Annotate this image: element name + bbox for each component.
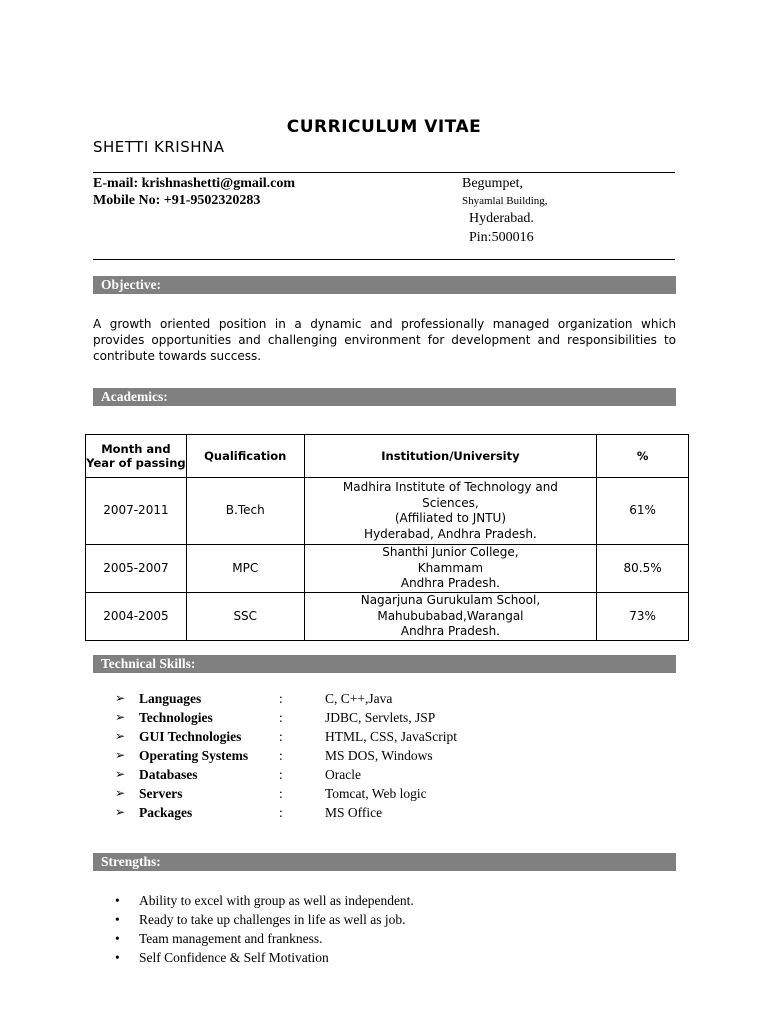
arrow-bullet-icon: ➢ — [115, 748, 126, 762]
bullet-icon: • — [115, 912, 120, 927]
section-header-technical-skills — [93, 655, 676, 673]
skill-key: GUI Technologies — [139, 729, 242, 744]
institution-line: Mahububabad,Warangal — [377, 608, 524, 623]
contact-email: E-mail: krishnashetti@gmail.com — [93, 176, 296, 191]
skill-key: Servers — [139, 786, 183, 801]
skill-value: HTML, CSS, JavaScript — [325, 729, 458, 744]
institution-line: Andhra Pradesh. — [400, 576, 500, 591]
table-row — [86, 478, 689, 545]
institution-line: Madhira Institute of Technology and — [342, 480, 558, 494]
institution-line: Shanthi Junior College, — [382, 545, 519, 560]
divider-bottom — [93, 259, 675, 260]
skill-key: Packages — [139, 805, 193, 820]
divider-top — [93, 172, 675, 173]
strength-text: Ready to take up challenges in life as well as job. — [139, 912, 406, 927]
column-header-institution: Institution/University — [304, 435, 596, 478]
skill-separator: : — [279, 767, 283, 782]
cell-year: 2004-2005 — [86, 593, 187, 641]
strength-text: Ability to excel with group as well as independent. — [139, 893, 414, 908]
skill-separator: : — [279, 786, 283, 801]
column-header-year: Month and Year of passing — [86, 435, 187, 478]
section-label: Strengths: — [101, 854, 161, 869]
table-row — [86, 593, 689, 641]
bullet-icon: • — [115, 931, 120, 946]
cell-institution — [304, 478, 596, 545]
contact-mobile: Mobile No: +91-9502320283 — [93, 193, 261, 208]
skill-separator: : — [279, 691, 283, 706]
institution-line: Sciences, — [422, 495, 479, 510]
address-line-3: Hyderabad. — [469, 211, 534, 226]
objective-text: A growth oriented position in a dynamic and professionally managed organization which provides opportunities and challenging environment for development and responsibilities to contribute towards success. — [93, 317, 676, 363]
address-line-4: Pin:500016 — [469, 230, 534, 245]
strength-text: Self Confidence & Self Motivation — [139, 950, 329, 965]
skill-value: Oracle — [325, 767, 361, 782]
bullet-icon: • — [115, 893, 120, 908]
skill-value: MS Office — [325, 805, 383, 820]
skill-separator: : — [279, 748, 283, 763]
arrow-bullet-icon: ➢ — [115, 767, 126, 781]
arrow-bullet-icon: ➢ — [115, 691, 126, 705]
section-header-academics — [93, 388, 676, 406]
arrow-bullet-icon: ➢ — [115, 805, 126, 819]
academics-table — [85, 434, 689, 641]
document-title: CURRICULUM VITAE — [286, 117, 482, 137]
cell-institution — [304, 545, 596, 593]
institution-line: Andhra Pradesh. — [400, 624, 500, 638]
skill-value: JDBC, Servlets, JSP — [325, 710, 436, 725]
cell-institution — [304, 593, 596, 641]
cell-year: 2007-2011 — [86, 478, 187, 545]
cell-year: 2005-2007 — [86, 545, 187, 593]
skill-key: Technologies — [139, 710, 213, 725]
strength-text: Team management and frankness. — [139, 931, 323, 946]
table-header-row — [86, 435, 689, 478]
institution-line: Khammam — [417, 560, 484, 575]
skill-key: Operating Systems — [139, 748, 249, 763]
cell-qualification: B.Tech — [186, 478, 304, 545]
skill-separator: : — [279, 805, 283, 820]
institution-line: Nagarjuna Gurukulam School, — [360, 593, 541, 607]
skill-key: Databases — [139, 767, 198, 782]
skill-separator: : — [279, 729, 283, 744]
cell-qualification: MPC — [186, 545, 304, 593]
arrow-bullet-icon: ➢ — [115, 729, 126, 743]
skill-value: MS DOS, Windows — [325, 748, 433, 763]
section-header-strengths — [93, 853, 676, 871]
bullet-icon: • — [115, 950, 120, 965]
skill-value: C, C++,Java — [325, 691, 393, 706]
candidate-name: SHETTI KRISHNA — [93, 138, 225, 156]
table-row — [86, 545, 689, 593]
column-header-qualification: Qualification — [186, 435, 304, 478]
skill-key: Languages — [139, 691, 202, 706]
arrow-bullet-icon: ➢ — [115, 710, 126, 724]
section-label: Objective: — [101, 277, 161, 292]
skill-separator: : — [279, 710, 283, 725]
address-line-1: Begumpet, — [462, 176, 524, 191]
skill-value: Tomcat, Web logic — [325, 786, 427, 801]
section-label: Academics: — [101, 389, 168, 404]
cell-percent: 80.5% — [597, 545, 689, 593]
section-label: Technical Skills: — [101, 656, 196, 671]
cell-percent: 61% — [597, 478, 689, 545]
address-line-2: Shyamlal Building, — [462, 195, 548, 207]
section-header-objective — [93, 276, 676, 294]
institution-line: (Affiliated to JNTU) — [394, 511, 507, 525]
arrow-bullet-icon: ➢ — [115, 786, 126, 800]
cell-qualification: SSC — [186, 593, 304, 641]
column-header-percent: % — [597, 435, 689, 478]
cell-percent: 73% — [597, 593, 689, 641]
institution-line: Hyderabad, Andhra Pradesh. — [364, 526, 537, 541]
